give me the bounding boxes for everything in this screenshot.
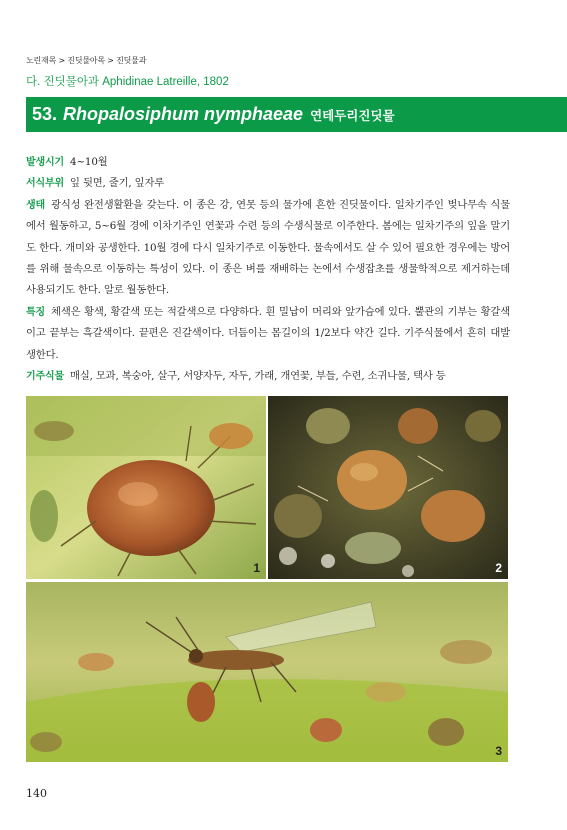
features-row [26, 302, 510, 366]
aphid-photo-3-image [26, 582, 508, 762]
aphid-photo-2 [268, 396, 508, 579]
page-number: 140 [26, 787, 47, 800]
species-scientific-name: Rhopalosiphum nymphaeae [63, 104, 304, 124]
habitat-row [26, 173, 510, 194]
ecology-text: 광식성 완전생활환을 갖는다. 이 종은 강, 연못 등의 물가에 흔한 진딧물이다. 일차기주인 벚나무속 식물에서 월동하고, 5~6월 경에 이차기주인 연꽃과 수련 등의 수생식물로 이주한다. 봄에는 일차기주의 잎을 말기도 한다. 개미와 공생한다. 10월 경에 다시 일차기주로 이동한다. 물속에서도 살 수 있어 필요한 경우에는 방어를 위해 물속으로 이동하는 특성이 있다. 이 종은 벼를 재배하는 논에서 수생잡초를 생물학적으로 제거하는데 사용되기도 한다. 알로 월동한다. [26, 198, 510, 297]
aphid-photo-3 [26, 582, 508, 762]
habitat-label: 서식부위 [26, 178, 65, 190]
species-description [26, 152, 510, 387]
species-title-bar [26, 97, 567, 132]
features-text: 체색은 황색, 황갈색 또는 적갈색으로 다양하다. 흰 밀납이 머리와 앞가슴에 있다. 뿔관의 기부는 황갈색이고 끝부는 흑갈색이다. 끝편은 진갈색이다. 더듬이는 몸길이의 1/2보다 약간 길다. 기주식물에서 흔히 대발생한다. [26, 305, 510, 361]
aphid-photo-2-image [268, 396, 508, 579]
species-korean-name: 연테두리진딧물 [310, 108, 395, 123]
habitat-text: 잎 뒷면, 줄기, 잎자루 [70, 177, 165, 190]
hosts-label: 기주식물 [26, 371, 65, 383]
ecology-row [26, 195, 510, 302]
breadcrumb: 노린재목 > 진딧물아목 > 진딧물과 [26, 56, 147, 65]
occurrence-text: 4~10월 [70, 156, 108, 168]
photo-number-1: 1 [253, 561, 260, 575]
aphid-photo-1 [26, 396, 266, 579]
ecology-label: 생태 [26, 199, 46, 211]
occurrence-row [26, 152, 510, 173]
hosts-row [26, 366, 510, 387]
section-title: 다. 진딧물아과 Aphidinae Latreille, 1802 [26, 76, 229, 88]
aphid-photo-1-image [26, 396, 266, 579]
hosts-text: 매실, 모과, 복숭아, 살구, 서양자두, 자두, 가래, 개연꽃, 부들, 수련, 소귀나물, 택사 등 [70, 370, 446, 383]
occurrence-label: 발생시기 [26, 157, 65, 168]
species-number: 53. [32, 104, 58, 124]
photo-number-3: 3 [495, 744, 502, 758]
photo-number-2: 2 [495, 561, 502, 575]
features-label: 특징 [26, 306, 46, 318]
